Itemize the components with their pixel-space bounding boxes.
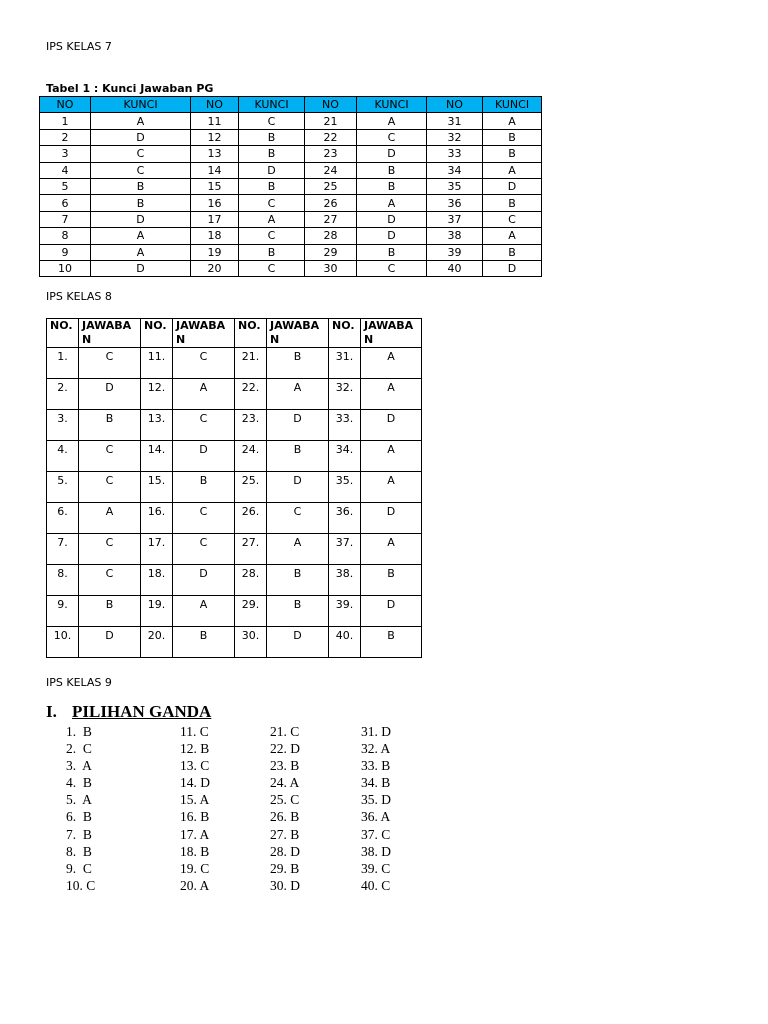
question-number: 36. bbox=[329, 503, 361, 534]
answer-key: C bbox=[239, 113, 305, 129]
answer-item: 23. B bbox=[270, 758, 300, 774]
question-number: 9. bbox=[47, 596, 79, 627]
question-number: 6. bbox=[47, 503, 79, 534]
question-number: 23 bbox=[305, 146, 357, 162]
table2-header-no: NO. bbox=[141, 319, 173, 348]
question-number: 13. bbox=[141, 410, 173, 441]
answer-item: 20. A bbox=[180, 877, 210, 893]
answer-column-1 bbox=[66, 723, 95, 894]
answer: C bbox=[79, 565, 141, 596]
answer: B bbox=[267, 596, 329, 627]
answer-column-4 bbox=[361, 723, 391, 894]
answer-item: 26. B bbox=[270, 809, 300, 825]
answer: B bbox=[173, 472, 235, 503]
answer-key: D bbox=[357, 228, 427, 244]
table2-header-no: NO. bbox=[47, 319, 79, 348]
answer: C bbox=[173, 534, 235, 565]
question-number: 24 bbox=[305, 162, 357, 178]
answer-item: 9. C bbox=[66, 860, 92, 876]
question-number: 18 bbox=[191, 228, 239, 244]
question-number: 33 bbox=[427, 146, 483, 162]
answer-item: 40. C bbox=[361, 877, 391, 893]
answer-key: B bbox=[357, 178, 427, 194]
answer-key: B bbox=[357, 162, 427, 178]
table2-header-jawaban: JAWABAN bbox=[267, 319, 329, 348]
answer: D bbox=[361, 596, 422, 627]
section-heading bbox=[46, 702, 211, 722]
table1-row bbox=[40, 178, 542, 194]
answer: A bbox=[173, 379, 235, 410]
question-number: 5 bbox=[40, 178, 91, 194]
table1-title: Tabel 1 : Kunci Jawaban PG bbox=[46, 82, 214, 95]
question-number: 26. bbox=[235, 503, 267, 534]
question-number: 4. bbox=[47, 441, 79, 472]
answer-key: A bbox=[483, 162, 542, 178]
answer-key: C bbox=[357, 260, 427, 276]
answer-key: D bbox=[483, 178, 542, 194]
question-number: 10 bbox=[40, 260, 91, 276]
answer-key: D bbox=[239, 162, 305, 178]
table1-header-no: NO bbox=[191, 97, 239, 113]
table2-row bbox=[47, 410, 422, 441]
answer-item: 30. D bbox=[270, 877, 300, 893]
answer-key: C bbox=[91, 162, 191, 178]
question-number: 17. bbox=[141, 534, 173, 565]
question-number: 11. bbox=[141, 348, 173, 379]
answer-item: 25. C bbox=[270, 792, 300, 808]
question-number: 40 bbox=[427, 260, 483, 276]
answer-column-3 bbox=[270, 723, 300, 894]
question-number: 7. bbox=[47, 534, 79, 565]
answer-key: D bbox=[91, 129, 191, 145]
answer-key: B bbox=[483, 244, 542, 260]
answer-key: A bbox=[357, 113, 427, 129]
answer-item: 13. C bbox=[180, 758, 210, 774]
table2-row bbox=[47, 472, 422, 503]
section-number: I. bbox=[46, 702, 57, 721]
table1-header-kunci: KUNCI bbox=[357, 97, 427, 113]
question-number: 24. bbox=[235, 441, 267, 472]
question-number: 16. bbox=[141, 503, 173, 534]
answer-item: 2. C bbox=[66, 741, 92, 757]
answer-item: 1. B bbox=[66, 724, 92, 739]
question-number: 32. bbox=[329, 379, 361, 410]
answer: D bbox=[361, 410, 422, 441]
answer-item: 35. D bbox=[361, 792, 391, 808]
answer-item: 8. B bbox=[66, 843, 92, 859]
question-number: 30. bbox=[235, 627, 267, 658]
question-number: 37 bbox=[427, 211, 483, 227]
answer: A bbox=[79, 503, 141, 534]
answer-key: B bbox=[239, 244, 305, 260]
question-number: 30 bbox=[305, 260, 357, 276]
answer-item: 5. A bbox=[66, 792, 92, 808]
answer: C bbox=[79, 534, 141, 565]
table1-row bbox=[40, 228, 542, 244]
table2-row bbox=[47, 565, 422, 596]
question-number: 20. bbox=[141, 627, 173, 658]
question-number: 35 bbox=[427, 178, 483, 194]
answer: D bbox=[79, 627, 141, 658]
question-number: 8 bbox=[40, 228, 91, 244]
question-number: 38 bbox=[427, 228, 483, 244]
question-number: 12 bbox=[191, 129, 239, 145]
table1-header-row bbox=[40, 97, 542, 113]
answer-item: 3. A bbox=[66, 758, 92, 774]
question-number: 27 bbox=[305, 211, 357, 227]
answer-key: A bbox=[357, 195, 427, 211]
question-number: 15 bbox=[191, 178, 239, 194]
question-number: 11 bbox=[191, 113, 239, 129]
answer-item: 18. B bbox=[180, 843, 210, 859]
table1-row bbox=[40, 211, 542, 227]
table2-header-no: NO. bbox=[235, 319, 267, 348]
table1-header-kunci: KUNCI bbox=[239, 97, 305, 113]
answer: A bbox=[361, 534, 422, 565]
table1-row bbox=[40, 195, 542, 211]
answer-key: C bbox=[91, 146, 191, 162]
question-number: 35. bbox=[329, 472, 361, 503]
question-number: 33. bbox=[329, 410, 361, 441]
answer: C bbox=[79, 472, 141, 503]
answer: B bbox=[267, 441, 329, 472]
answer: D bbox=[173, 441, 235, 472]
table1-row bbox=[40, 260, 542, 276]
table2-header-no: NO. bbox=[329, 319, 361, 348]
answer: C bbox=[173, 348, 235, 379]
question-number: 28 bbox=[305, 228, 357, 244]
question-number: 4 bbox=[40, 162, 91, 178]
kelas8-answer-table bbox=[46, 318, 422, 658]
answer: B bbox=[267, 565, 329, 596]
question-number: 16 bbox=[191, 195, 239, 211]
question-number: 29. bbox=[235, 596, 267, 627]
question-number: 32 bbox=[427, 129, 483, 145]
table1-header-no: NO bbox=[305, 97, 357, 113]
question-number: 26 bbox=[305, 195, 357, 211]
question-number: 34. bbox=[329, 441, 361, 472]
question-number: 19 bbox=[191, 244, 239, 260]
answer: C bbox=[173, 410, 235, 441]
question-number: 22 bbox=[305, 129, 357, 145]
question-number: 38. bbox=[329, 565, 361, 596]
answer: A bbox=[267, 534, 329, 565]
answer-item: 15. A bbox=[180, 792, 210, 808]
answer-key: C bbox=[239, 260, 305, 276]
question-number: 20 bbox=[191, 260, 239, 276]
question-number: 19. bbox=[141, 596, 173, 627]
question-number: 39 bbox=[427, 244, 483, 260]
question-number: 18. bbox=[141, 565, 173, 596]
question-number: 39. bbox=[329, 596, 361, 627]
answer-key: D bbox=[91, 260, 191, 276]
question-number: 1 bbox=[40, 113, 91, 129]
answer-key: A bbox=[91, 113, 191, 129]
answer-item: 11. C bbox=[180, 724, 209, 739]
answer: D bbox=[361, 503, 422, 534]
question-number: 15. bbox=[141, 472, 173, 503]
answer-item: 4. B bbox=[66, 775, 92, 791]
answer-item: 17. A bbox=[180, 826, 210, 842]
answer-key: A bbox=[91, 228, 191, 244]
answer-item: 12. B bbox=[180, 741, 210, 757]
table2-row bbox=[47, 441, 422, 472]
answer-item: 7. B bbox=[66, 826, 92, 842]
answer: D bbox=[267, 472, 329, 503]
answer-item: 33. B bbox=[361, 758, 391, 774]
answer: A bbox=[267, 379, 329, 410]
answer: C bbox=[79, 348, 141, 379]
answer-item: 14. D bbox=[180, 775, 210, 791]
question-number: 1. bbox=[47, 348, 79, 379]
answer-item: 39. C bbox=[361, 860, 391, 876]
answer: D bbox=[79, 379, 141, 410]
answer: A bbox=[361, 472, 422, 503]
question-number: 12. bbox=[141, 379, 173, 410]
question-number: 21 bbox=[305, 113, 357, 129]
answer-key: B bbox=[483, 146, 542, 162]
answer-item: 38. D bbox=[361, 843, 391, 859]
table2-row bbox=[47, 379, 422, 410]
question-number: 2. bbox=[47, 379, 79, 410]
table2-row bbox=[47, 596, 422, 627]
question-number: 28. bbox=[235, 565, 267, 596]
answer: C bbox=[267, 503, 329, 534]
answer: D bbox=[267, 410, 329, 441]
answer-item: 34. B bbox=[361, 775, 391, 791]
kelas8-heading: IPS KELAS 8 bbox=[46, 290, 112, 303]
table1-row bbox=[40, 129, 542, 145]
table2-header-jawaban: JAWABAN bbox=[79, 319, 141, 348]
table1-row bbox=[40, 244, 542, 260]
answer-key: C bbox=[483, 211, 542, 227]
answer-key: D bbox=[357, 146, 427, 162]
question-number: 25. bbox=[235, 472, 267, 503]
table1-row bbox=[40, 146, 542, 162]
question-number: 9 bbox=[40, 244, 91, 260]
answer-item: 24. A bbox=[270, 775, 300, 791]
answer-key: A bbox=[239, 211, 305, 227]
question-number: 13 bbox=[191, 146, 239, 162]
answer-item: 28. D bbox=[270, 843, 300, 859]
answer-key: B bbox=[91, 178, 191, 194]
answer: B bbox=[79, 596, 141, 627]
answer-key: D bbox=[357, 211, 427, 227]
answer-key: A bbox=[91, 244, 191, 260]
answer-item: 27. B bbox=[270, 826, 300, 842]
question-number: 31. bbox=[329, 348, 361, 379]
table1-header-no: NO bbox=[427, 97, 483, 113]
answer: B bbox=[173, 627, 235, 658]
question-number: 34 bbox=[427, 162, 483, 178]
table2-header-jawaban: JAWABAN bbox=[361, 319, 422, 348]
answer-item: 29. B bbox=[270, 860, 300, 876]
question-number: 40. bbox=[329, 627, 361, 658]
question-number: 31 bbox=[427, 113, 483, 129]
question-number: 3. bbox=[47, 410, 79, 441]
table2-header-row bbox=[47, 319, 422, 348]
question-number: 2 bbox=[40, 129, 91, 145]
table2-row bbox=[47, 627, 422, 658]
answer-key: B bbox=[483, 195, 542, 211]
question-number: 37. bbox=[329, 534, 361, 565]
answer-item: 6. B bbox=[66, 809, 92, 825]
table1-header-kunci: KUNCI bbox=[91, 97, 191, 113]
question-number: 25 bbox=[305, 178, 357, 194]
kelas7-heading: IPS KELAS 7 bbox=[46, 40, 112, 53]
question-number: 10. bbox=[47, 627, 79, 658]
question-number: 14 bbox=[191, 162, 239, 178]
answer: A bbox=[361, 441, 422, 472]
table2-row bbox=[47, 503, 422, 534]
answer-key: C bbox=[357, 129, 427, 145]
kelas7-answer-table bbox=[39, 96, 542, 277]
answer-key: C bbox=[239, 228, 305, 244]
answer-item: 22. D bbox=[270, 741, 300, 757]
answer-item: 10. C bbox=[66, 877, 96, 893]
question-number: 6 bbox=[40, 195, 91, 211]
question-number: 8. bbox=[47, 565, 79, 596]
answer-item: 36. A bbox=[361, 809, 391, 825]
answer-item: 21. C bbox=[270, 724, 300, 739]
question-number: 17 bbox=[191, 211, 239, 227]
answer: B bbox=[361, 627, 422, 658]
question-number: 22. bbox=[235, 379, 267, 410]
question-number: 23. bbox=[235, 410, 267, 441]
answer-key: A bbox=[483, 113, 542, 129]
answer-key: B bbox=[239, 178, 305, 194]
answer: C bbox=[79, 441, 141, 472]
kelas9-heading: IPS KELAS 9 bbox=[46, 676, 112, 689]
answer-key: D bbox=[91, 211, 191, 227]
table2-row bbox=[47, 348, 422, 379]
answer: D bbox=[173, 565, 235, 596]
question-number: 5. bbox=[47, 472, 79, 503]
question-number: 21. bbox=[235, 348, 267, 379]
answer-key: B bbox=[91, 195, 191, 211]
answer-item: 16. B bbox=[180, 809, 210, 825]
answer-item: 19. C bbox=[180, 860, 210, 876]
table2-row bbox=[47, 534, 422, 565]
answer-item: 32. A bbox=[361, 741, 391, 757]
table1-header-no: NO bbox=[40, 97, 91, 113]
answer-column-2 bbox=[180, 723, 210, 894]
table2-header-jawaban: JAWABAN bbox=[173, 319, 235, 348]
question-number: 3 bbox=[40, 146, 91, 162]
question-number: 27. bbox=[235, 534, 267, 565]
question-number: 14. bbox=[141, 441, 173, 472]
answer-key: B bbox=[357, 244, 427, 260]
answer-item: 37. C bbox=[361, 826, 391, 842]
answer-key: A bbox=[483, 228, 542, 244]
answer: A bbox=[361, 348, 422, 379]
answer-key: D bbox=[483, 260, 542, 276]
answer: B bbox=[361, 565, 422, 596]
answer: D bbox=[267, 627, 329, 658]
question-number: 36 bbox=[427, 195, 483, 211]
answer: B bbox=[79, 410, 141, 441]
answer-key: B bbox=[239, 129, 305, 145]
answer: C bbox=[173, 503, 235, 534]
answer-item: 31. D bbox=[361, 724, 391, 739]
table1-header-kunci: KUNCI bbox=[483, 97, 542, 113]
answer: B bbox=[267, 348, 329, 379]
section-title: PILIHAN GANDA bbox=[72, 702, 212, 721]
answer: A bbox=[361, 379, 422, 410]
table1-row bbox=[40, 113, 542, 129]
answer-key: B bbox=[483, 129, 542, 145]
table1-row bbox=[40, 162, 542, 178]
answer-key: B bbox=[239, 146, 305, 162]
question-number: 29 bbox=[305, 244, 357, 260]
answer-key: C bbox=[239, 195, 305, 211]
answer: A bbox=[173, 596, 235, 627]
question-number: 7 bbox=[40, 211, 91, 227]
